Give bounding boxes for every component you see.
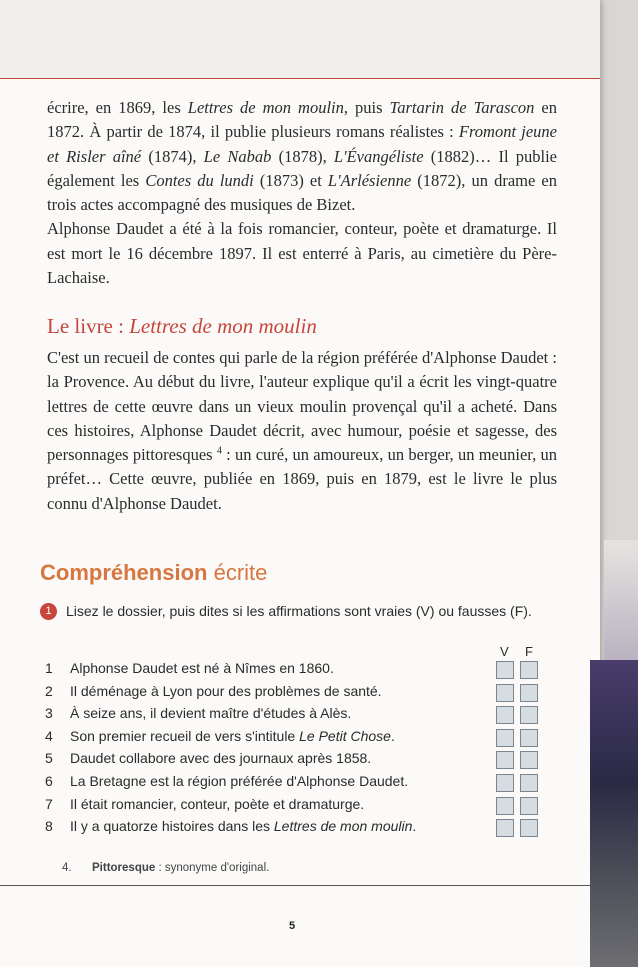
statement-item	[40, 815, 550, 838]
comprehension-heading: Compréhension écrite	[40, 560, 268, 585]
checkbox-faux[interactable]	[520, 774, 538, 792]
checkbox-vrai[interactable]	[496, 819, 514, 837]
checkbox-faux[interactable]	[520, 684, 538, 702]
statement-text: Il y a quatorze histoires dans les Lettres de mon moulin.	[70, 818, 417, 835]
statement-number: 1	[45, 660, 53, 676]
livre-paragraph: C'est un recueil de contes qui parle de la région préférée d'Alphonse Daudet : la Provence. Au début du livre, l'auteur explique qu'il a écrit les vingt-quatre lettres de cette œuvre dans un vieux moulin provençal qu'il a acheté. Dans ces histoires, Alphonse Daudet décrit, avec humour, poésie et sagesse, des personnages pittoresques $^4$ : un curé, un amoureux, un berger, un meunier, un préfet… Cette œuvre, publiée en 1869, puis en 1879, est le livre le plus connu d'Alphonse Daudet.	[47, 348, 557, 513]
checkbox-vrai[interactable]	[496, 797, 514, 815]
checkbox-faux[interactable]	[520, 661, 538, 679]
statement-item	[40, 793, 550, 816]
page-number: 5	[289, 920, 296, 932]
statement-number: 8	[45, 818, 53, 835]
checkbox-vrai[interactable]	[496, 751, 514, 769]
exercise-instruction	[40, 600, 560, 622]
top-rule	[0, 78, 600, 79]
checkbox-vrai[interactable]	[496, 774, 514, 792]
footnote-ref: 4	[216, 445, 222, 457]
bio-text	[47, 96, 557, 290]
footnote-number: 4.	[62, 862, 72, 874]
statement-text: Il était romancier, conteur, poète et dramaturge.	[70, 795, 365, 812]
statement-item	[40, 680, 550, 703]
checkbox-vrai[interactable]	[496, 706, 514, 724]
statement-number: 4	[45, 727, 53, 744]
statement-number: 5	[45, 750, 53, 767]
statement-text: Son premier recueil de vers s'intitule Le Petit Chose.	[70, 727, 395, 744]
statement-text: À seize ans, il devient maître d'études à Alès.	[70, 705, 352, 722]
statement-item	[40, 747, 550, 770]
checkbox-faux[interactable]	[520, 819, 538, 837]
checkbox-vrai[interactable]	[496, 729, 514, 747]
statement-item	[40, 725, 550, 748]
footnote-definition: : synonyme d'original.	[155, 862, 270, 874]
statement-text: Daudet collabore avec des journaux après 1858.	[70, 750, 372, 767]
checkbox-faux[interactable]	[520, 751, 538, 769]
adjacent-photo-edge	[590, 660, 638, 967]
statement-number: 3	[45, 705, 53, 722]
statement-text: Il déménage à Lyon pour des problèmes de santé.	[70, 682, 382, 699]
statement-number: 6	[45, 772, 53, 789]
statement-list	[40, 657, 550, 838]
checkbox-vrai[interactable]	[496, 661, 514, 679]
statement-number: 7	[45, 795, 53, 812]
bio-paragraph-2: Alphonse Daudet a été à la fois romancier, conteur, poète et dramaturge. Il est mort le 16 décembre 1897. Il est enterré à Paris, au cimetière du Père-Lachaise.	[47, 219, 557, 288]
statement-text: Alphonse Daudet est né à Nîmes en 1860.	[70, 660, 334, 676]
exercise-number-badge: 1	[40, 603, 57, 620]
bottom-rule	[0, 885, 600, 886]
statement-item	[40, 770, 550, 793]
statement-text: La Bretagne est la région préférée d'Alphonse Daudet.	[70, 772, 409, 789]
top-strip	[0, 0, 600, 78]
column-f-header: F	[525, 644, 533, 659]
livre-heading: Le livre : Lettres de mon moulin	[47, 314, 317, 338]
checkbox-vrai[interactable]	[496, 684, 514, 702]
checkbox-faux[interactable]	[520, 706, 538, 724]
statement-item	[40, 657, 550, 680]
column-v-header: V	[500, 644, 509, 659]
instruction-text: Lisez le dossier, puis dites si les affirmations sont vraies (V) ou fausses (F).	[66, 603, 532, 619]
checkbox-faux[interactable]	[520, 797, 538, 815]
statement-number: 2	[45, 682, 53, 699]
checkbox-faux[interactable]	[520, 729, 538, 747]
livre-text	[47, 346, 557, 516]
footnote-term: Pittoresque	[92, 862, 156, 874]
adjacent-page-edge	[604, 540, 638, 660]
bio-paragraph-1: écrire, en 1869, les Lettres de mon moulin, puis Tartarin de Tarascon en 1872. À partir de 1874, il publie plusieurs romans réalistes : Fromont jeune et Risler aîné (1874), Le Nabab (1878), L'Évangéliste (1882)… Il publie également les Contes du lundi (1873) et L'Arlésienne (1872), un drame en trois actes accompagné des musiques de Bizet.	[47, 98, 557, 215]
statement-item	[40, 702, 550, 725]
